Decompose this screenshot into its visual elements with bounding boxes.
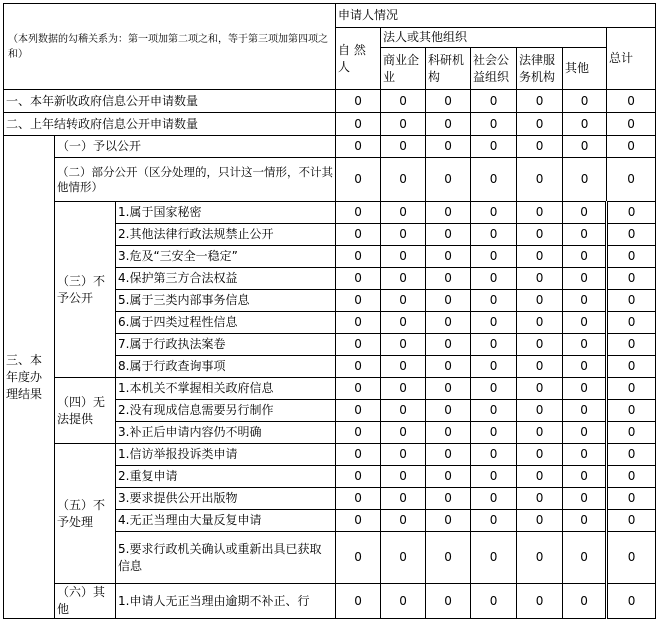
cell-value: 0 (563, 510, 607, 532)
cell-value: 0 (471, 290, 517, 312)
cell-value: 0 (336, 334, 381, 356)
cell-value: 0 (381, 90, 426, 113)
cell-value: 0 (471, 400, 517, 422)
cell-value: 0 (607, 334, 656, 356)
cell-value: 0 (607, 466, 656, 488)
cell-value: 0 (563, 488, 607, 510)
cell-value: 0 (426, 246, 471, 268)
cell-value: 0 (426, 488, 471, 510)
cell-value: 0 (426, 312, 471, 334)
cell-value: 0 (607, 378, 656, 400)
table-row (4, 136, 656, 158)
cell-value: 0 (471, 158, 517, 202)
cell-value: 0 (607, 224, 656, 246)
cell-value: 0 (563, 466, 607, 488)
cell-value: 0 (336, 400, 381, 422)
cell-value: 0 (471, 378, 517, 400)
cell-value: 0 (471, 136, 517, 158)
cell-value: 0 (607, 290, 656, 312)
cell-value: 0 (471, 466, 517, 488)
cell-value: 0 (563, 312, 607, 334)
cell-value: 0 (563, 290, 607, 312)
cell-value: 0 (607, 202, 656, 224)
cell-value: 0 (381, 422, 426, 444)
cell-value: 0 (336, 356, 381, 378)
cell-value: 0 (336, 136, 381, 158)
cell-value: 0 (381, 510, 426, 532)
cell-value: 0 (426, 158, 471, 202)
cell-value: 0 (381, 400, 426, 422)
header-research: 科研机构 (426, 48, 471, 90)
cell-value: 0 (336, 444, 381, 466)
cell-value: 0 (607, 356, 656, 378)
header-legal-service: 法律服务机构 (517, 48, 563, 90)
cell-value: 0 (607, 444, 656, 466)
cell-value: 0 (381, 334, 426, 356)
cell-value: 0 (607, 510, 656, 532)
cell-value: 0 (381, 113, 426, 136)
cell-value: 0 (563, 90, 607, 113)
cell-value: 0 (381, 378, 426, 400)
cell-value: 0 (563, 378, 607, 400)
row-label: 5.要求行政机关确认或重新出具已获取信息 (116, 532, 336, 584)
cell-value: 0 (381, 466, 426, 488)
cell-value: 0 (563, 113, 607, 136)
row-label: 3.危及“三安全一稳定” (116, 246, 336, 268)
row-label: （二）部分公开（区分处理的，只计这一情形，不计其他情形） (55, 158, 336, 202)
cell-value: 0 (381, 356, 426, 378)
cell-value: 0 (336, 510, 381, 532)
cell-value: 0 (336, 246, 381, 268)
cell-value: 0 (517, 510, 563, 532)
cell-value: 0 (563, 246, 607, 268)
cell-value: 0 (336, 422, 381, 444)
table-row (4, 113, 656, 136)
cell-value: 0 (471, 510, 517, 532)
header-other: 其他 (563, 48, 607, 90)
cell-value: 0 (471, 584, 517, 619)
cell-value: 0 (563, 268, 607, 290)
cell-value: 0 (471, 224, 517, 246)
cell-value: 0 (426, 584, 471, 619)
cell-value: 0 (336, 202, 381, 224)
header-natural-person: 自 然 人 (336, 28, 381, 90)
cell-value: 0 (471, 268, 517, 290)
cell-value: 0 (517, 422, 563, 444)
cell-value: 0 (563, 158, 607, 202)
cell-value: 0 (426, 268, 471, 290)
cell-value: 0 (381, 224, 426, 246)
cell-value: 0 (336, 113, 381, 136)
cell-value: 0 (381, 268, 426, 290)
cell-value: 0 (471, 312, 517, 334)
cell-value: 0 (336, 158, 381, 202)
cell-value: 0 (607, 422, 656, 444)
cell-value: 0 (381, 444, 426, 466)
cell-value: 0 (336, 268, 381, 290)
row-label: 4.无正当理由大量反复申请 (116, 510, 336, 532)
cell-value: 0 (517, 466, 563, 488)
cell-value: 0 (336, 488, 381, 510)
cell-value: 0 (517, 90, 563, 113)
cell-value: 0 (563, 584, 607, 619)
header-applicant: 申请人情况 (336, 4, 656, 28)
row-label: 7.属于行政执法案卷 (116, 334, 336, 356)
cell-value: 0 (381, 158, 426, 202)
row-label: 1.属于国家秘密 (116, 202, 336, 224)
info-disclosure-table (3, 3, 656, 619)
cell-value: 0 (517, 488, 563, 510)
cell-value: 0 (471, 90, 517, 113)
cell-value: 0 (426, 510, 471, 532)
header-legal-group: 法人或其他组织 (381, 28, 607, 48)
cell-value: 0 (517, 400, 563, 422)
cell-value: 0 (607, 268, 656, 290)
cell-value: 0 (517, 532, 563, 584)
cell-value: 0 (517, 356, 563, 378)
cell-value: 0 (517, 224, 563, 246)
cell-value: 0 (563, 224, 607, 246)
row-label: 1.申请人无正当理由逾期不补正、行 (116, 584, 336, 619)
cell-value: 0 (607, 158, 656, 202)
cell-value: 0 (607, 488, 656, 510)
header-note: （本列数据的勾稽关系为：第一项加第二项之和，等于第三项加第四项之和） (4, 4, 336, 90)
cell-value: 0 (336, 532, 381, 584)
cell-value: 0 (426, 466, 471, 488)
cell-value: 0 (517, 268, 563, 290)
cell-value: 0 (607, 113, 656, 136)
row-label: 1.信访举报投诉类申请 (116, 444, 336, 466)
cell-value: 0 (336, 90, 381, 113)
cell-value: 0 (607, 584, 656, 619)
cell-value: 0 (426, 113, 471, 136)
cell-value: 0 (471, 334, 517, 356)
cell-value: 0 (336, 224, 381, 246)
cell-value: 0 (426, 334, 471, 356)
cell-value: 0 (471, 532, 517, 584)
cell-value: 0 (607, 312, 656, 334)
group-4-label: （四）无法提供 (55, 378, 116, 444)
cell-value: 0 (517, 246, 563, 268)
cell-value: 0 (563, 444, 607, 466)
cell-value: 0 (426, 422, 471, 444)
cell-value: 0 (563, 136, 607, 158)
cell-value: 0 (381, 488, 426, 510)
cell-value: 0 (471, 422, 517, 444)
cell-value: 0 (336, 466, 381, 488)
header-commercial: 商业企业 (381, 48, 426, 90)
cell-value: 0 (336, 312, 381, 334)
cell-value: 0 (426, 136, 471, 158)
cell-value: 0 (563, 334, 607, 356)
cell-value: 0 (426, 90, 471, 113)
row-label: 3.补正后申请内容仍不明确 (116, 422, 336, 444)
cell-value: 0 (517, 444, 563, 466)
row-label: 8.属于行政查询事项 (116, 356, 336, 378)
row-label: 一、本年新收政府信息公开申请数量 (4, 90, 336, 113)
cell-value: 0 (426, 532, 471, 584)
table-row (4, 90, 656, 113)
cell-value: 0 (563, 532, 607, 584)
cell-value: 0 (426, 290, 471, 312)
cell-value: 0 (381, 136, 426, 158)
header-total: 总计 (607, 28, 656, 90)
cell-value: 0 (336, 584, 381, 619)
cell-value: 0 (381, 312, 426, 334)
cell-value: 0 (426, 224, 471, 246)
cell-value: 0 (471, 246, 517, 268)
cell-value: 0 (607, 246, 656, 268)
cell-value: 0 (517, 378, 563, 400)
cell-value: 0 (517, 136, 563, 158)
cell-value: 0 (517, 312, 563, 334)
cell-value: 0 (471, 113, 517, 136)
cell-value: 0 (517, 113, 563, 136)
row-label: 二、上年结转政府信息公开申请数量 (4, 113, 336, 136)
row-label: 1.本机关不掌握相关政府信息 (116, 378, 336, 400)
group-6-label: （六）其他 (55, 584, 116, 619)
cell-value: 0 (563, 202, 607, 224)
cell-value: 0 (336, 290, 381, 312)
group-5-label: （五）不予处理 (55, 444, 116, 584)
cell-value: 0 (426, 444, 471, 466)
cell-value: 0 (381, 246, 426, 268)
row-label: 5.属于三类内部事务信息 (116, 290, 336, 312)
cell-value: 0 (607, 136, 656, 158)
table-row (4, 584, 656, 619)
cell-value: 0 (471, 488, 517, 510)
table-row (4, 202, 656, 224)
row-label: 3.要求提供公开出版物 (116, 488, 336, 510)
cell-value: 0 (517, 584, 563, 619)
cell-value: 0 (381, 584, 426, 619)
table-row (4, 158, 656, 202)
cell-value: 0 (607, 90, 656, 113)
row-label: 6.属于四类过程性信息 (116, 312, 336, 334)
group-3-label: （三）不予公开 (55, 202, 116, 378)
cell-value: 0 (471, 444, 517, 466)
cell-value: 0 (517, 290, 563, 312)
cell-value: 0 (381, 532, 426, 584)
cell-value: 0 (426, 356, 471, 378)
cell-value: 0 (607, 532, 656, 584)
row-label: 2.其他法律行政法规禁止公开 (116, 224, 336, 246)
cell-value: 0 (517, 334, 563, 356)
row-label: 2.没有现成信息需要另行制作 (116, 400, 336, 422)
table-row (4, 444, 656, 466)
cell-value: 0 (563, 422, 607, 444)
cell-value: 0 (426, 202, 471, 224)
cell-value: 0 (426, 400, 471, 422)
row-label: 2.重复申请 (116, 466, 336, 488)
cell-value: 0 (471, 356, 517, 378)
cell-value: 0 (607, 400, 656, 422)
cell-value: 0 (517, 158, 563, 202)
table-row (4, 378, 656, 400)
row-label: 4.保护第三方合法权益 (116, 268, 336, 290)
cell-value: 0 (336, 378, 381, 400)
cell-value: 0 (471, 202, 517, 224)
cell-value: 0 (563, 356, 607, 378)
cell-value: 0 (426, 378, 471, 400)
cell-value: 0 (381, 202, 426, 224)
header-social: 社会公益组织 (471, 48, 517, 90)
section-3-label: 三、本年度办理结果 (4, 136, 55, 619)
cell-value: 0 (563, 400, 607, 422)
row-label: （一）予以公开 (55, 136, 336, 158)
cell-value: 0 (517, 202, 563, 224)
cell-value: 0 (381, 290, 426, 312)
